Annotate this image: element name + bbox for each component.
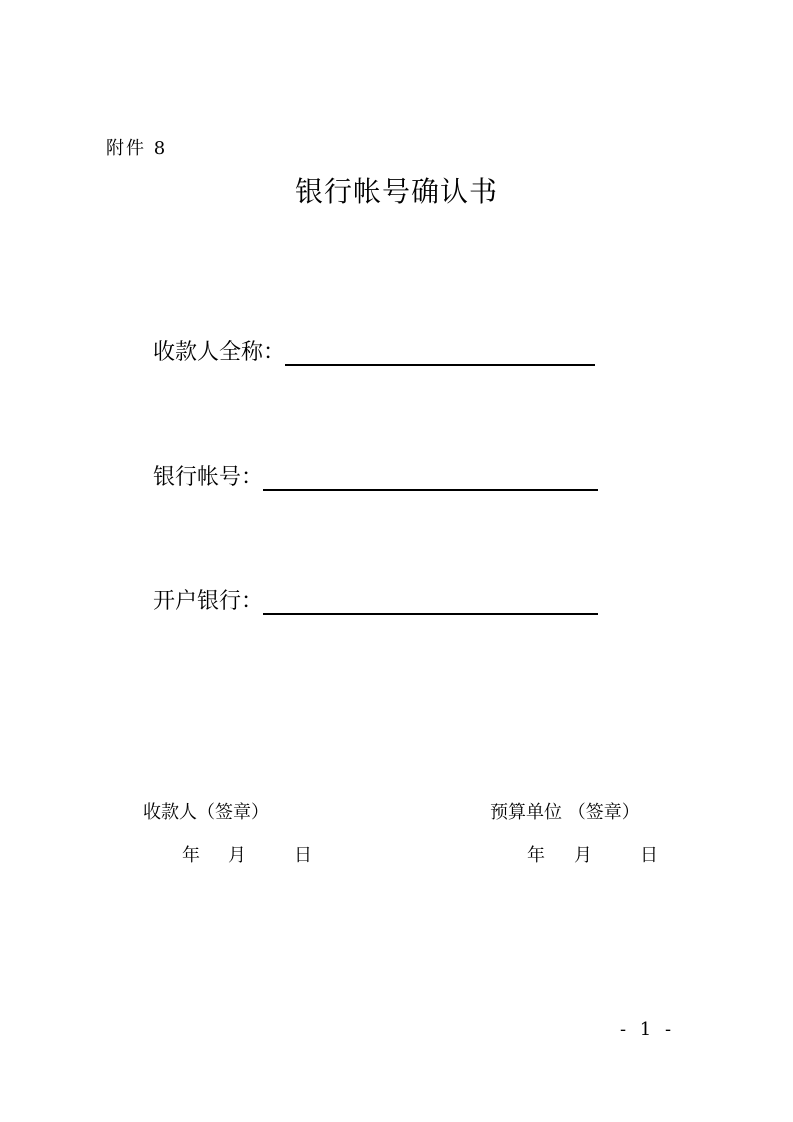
attachment-label: 附件 8: [106, 138, 168, 159]
payee-name-label: 收款人全称：: [153, 340, 286, 365]
bank-account-label: 银行帐号：: [153, 465, 264, 490]
page-title: 银行帐号确认书: [294, 175, 498, 208]
payee-date-month: 月: [228, 845, 246, 866]
signature-dates: [0, 841, 793, 871]
bank-name-field: [153, 587, 598, 617]
bank-name-blank-line: [263, 587, 598, 615]
bank-account-field: [153, 463, 598, 493]
budget-unit-date-month: 月: [574, 845, 592, 866]
bank-account-blank-line: [263, 463, 598, 491]
bank-name-label: 开户银行：: [153, 589, 264, 614]
payee-signature-label: 收款人（签章）: [143, 802, 269, 823]
budget-unit-signature-label: 预算单位 （签章）: [490, 802, 640, 823]
payee-name-field: [153, 338, 595, 368]
budget-unit-date-year: 年: [527, 845, 545, 866]
payee-name-blank-line: [285, 338, 595, 366]
page-number: - 1 -: [620, 1019, 676, 1040]
payee-date-year: 年: [182, 845, 200, 866]
payee-date-day: 日: [294, 845, 312, 866]
budget-unit-date-day: 日: [640, 845, 658, 866]
